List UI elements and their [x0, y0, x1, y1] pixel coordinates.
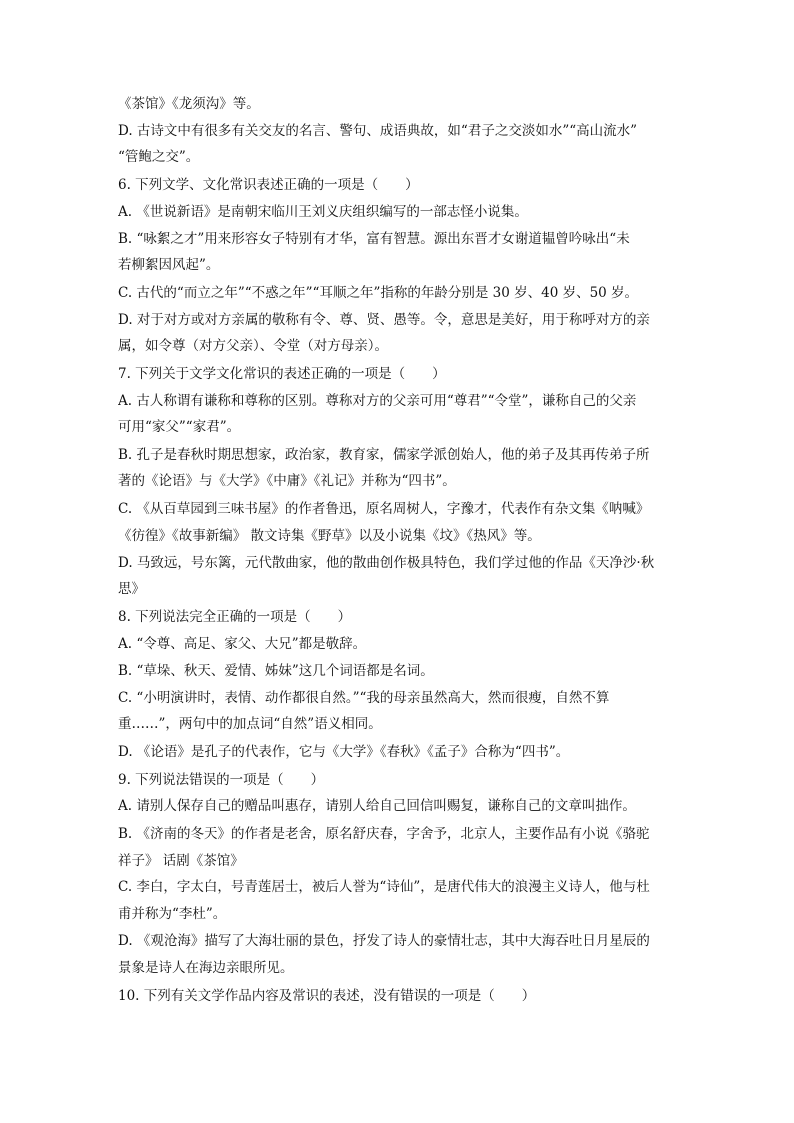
text-line: A. 古人称谓有谦称和尊称的区别。尊称对方的父亲可用“尊君”“令堂”，谦称自己的父亲: [118, 393, 637, 409]
text-line: A. 请别人保存自己的赠品叫惠存，请别人给自己回信叫赐复，谦称自己的文章叫拙作。: [118, 798, 636, 814]
text-line: 7. 下列关于文学文化常识的表述正确的一项是（ ）: [118, 366, 446, 382]
text-line: D. 《论语》是孔子的代表作，它与《大学》《春秋》《孟子》合称为“四书”。: [118, 744, 570, 760]
text-line: D. 《观沧海》描写了大海壮丽的景色，抒发了诗人的豪情壮志，其中大海吞吐日月星辰的: [118, 933, 650, 949]
text-line: A. “令尊、高足、家父、大兄”都是敬辞。: [118, 636, 367, 652]
text-line: D. 古诗文中有很多有关交友的名言、警句、成语典故，如“君子之交淡如水”“高山流水”: [118, 123, 638, 139]
text-line: 祥子》 话剧《茶馆》: [118, 853, 244, 869]
text-line: 若柳絮因风起”。: [118, 257, 220, 273]
text-line: 10. 下列有关文学作品内容及常识的表述，没有错误的一项是（ ）: [118, 988, 536, 1004]
text-line: B. “咏絮之才”用来形容女子特别有才华，富有智慧。源出东晋才女谢道韫曾吟咏出“未: [118, 231, 630, 247]
text-line: 9. 下列说法错误的一项是（ ）: [118, 772, 325, 788]
text-line: 重……”，两句中的加点词“自然”语义相同。: [118, 716, 382, 732]
text-line: C. 古代的“而立之年”“不惑之年”“耳顺之年”指称的年龄分别是 30 岁、40 岁、50 岁。: [118, 285, 639, 301]
text-line: 思》: [118, 581, 145, 597]
text-line: 《茶馆》《龙须沟》等。: [118, 96, 260, 112]
text-line: D. 对于对方或对方亲属的敬称有令、尊、贤、愚等。令，意思是美好，用于称呼对方的亲: [118, 312, 650, 328]
text-line: 可用“家父”“家君”。: [118, 419, 241, 435]
text-line: “管鲍之交”。: [118, 149, 200, 165]
text-line: 景象是诗人在海边亲眼所见。: [118, 960, 294, 976]
text-line: B. 孔子是春秋时期思想家，政治家，教育家，儒家学派创始人，他的弟子及其再传弟子所: [118, 447, 650, 463]
text-line: 6. 下列文学、文化常识表述正确的一项是（ ）: [118, 177, 419, 193]
text-line: B. “草垛、秋天、爱情、姊妹”这几个词语都是名词。: [118, 663, 434, 679]
text-line: 属，如令尊（对方父亲）、令堂（对方母亲）。: [118, 338, 388, 354]
text-line: A. 《世说新语》是南朝宋临川王刘义庆组织编写的一部志怪小说集。: [118, 204, 528, 220]
text-line: B. 《济南的冬天》的作者是老舍，原名舒庆春，字舍予，北京人，主要作品有小说《骆驼: [118, 826, 650, 842]
text-line: D. 马致远，号东篱，元代散曲家，他的散曲创作极具特色，我们学过他的作品《天净沙·秋: [118, 555, 655, 571]
text-line: C. “小明演讲时，表情、动作都很自然。”“我的母亲虽然高大，然而很瘦，自然不算: [118, 690, 610, 706]
text-line: C. 李白，字太白，号青莲居士，被后人誉为“诗仙”，是唐代伟大的浪漫主义诗人，他与杜: [118, 879, 650, 895]
text-line: 甫并称为“李杜”。: [118, 906, 227, 922]
text-line: 《彷徨》《故事新编》 散文诗集《野草》以及小说集《坟》《热风》等。: [118, 528, 541, 544]
text-line: 著的《论语》与《大学》《中庸》《礼记》并称为“四书”。: [118, 473, 456, 489]
text-line: 8. 下列说法完全正确的一项是（ ）: [118, 609, 352, 625]
text-line: C. 《从百草园到三味书屋》的作者鲁迅，原名周树人，字豫才，代表作有杂文集《呐喊》: [118, 501, 650, 517]
